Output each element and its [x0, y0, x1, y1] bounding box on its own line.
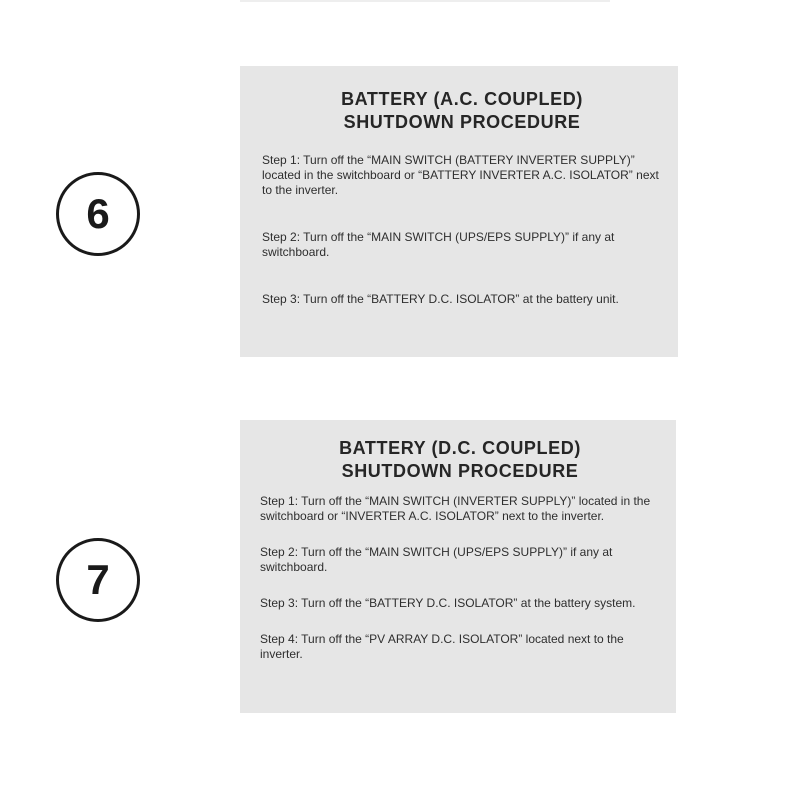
section-6-title-line1: BATTERY (A.C. COUPLED) — [341, 89, 583, 109]
section-6-step-3: Step 3: Turn off the “BATTERY D.C. ISOLATOR” at the battery unit. — [262, 292, 619, 306]
section-6-number: 6 — [86, 190, 110, 237]
section-7-title — [260, 437, 660, 483]
section-6-steps — [262, 153, 662, 307]
battery-dc-coupled-shutdown-label — [240, 420, 676, 713]
section-7-step-4: Step 4: Turn off the “PV ARRAY D.C. ISOLATOR” located next to the inverter. — [260, 632, 624, 661]
section-7-step-2: Step 2: Turn off the “MAIN SWITCH (UPS/EPS SUPPLY)” if any at switchboard. — [260, 545, 613, 574]
section-7-title-line1: BATTERY (D.C. COUPLED) — [339, 438, 581, 458]
section-7-step-1: Step 1: Turn off the “MAIN SWITCH (INVERTER SUPPLY)” located in the switchboard or “INVERTER A.C. ISOLATOR” next to the inverter. — [260, 494, 651, 523]
top-divider — [240, 0, 610, 2]
battery-ac-coupled-shutdown-label — [240, 66, 678, 357]
section-6-number-badge — [56, 172, 140, 256]
section-7-steps — [260, 494, 660, 662]
section-7-title-line2: SHUTDOWN PROCEDURE — [341, 461, 579, 481]
section-7-number: 7 — [86, 556, 110, 603]
section-7-number-badge — [56, 538, 140, 622]
section-6-title — [262, 88, 662, 134]
section-6-title-line2: SHUTDOWN PROCEDURE — [343, 112, 581, 132]
section-6-step-2: Step 2: Turn off the “MAIN SWITCH (UPS/EPS SUPPLY)” if any at switchboard. — [262, 230, 615, 259]
section-6-step-1: Step 1: Turn off the “MAIN SWITCH (BATTERY INVERTER SUPPLY)” located in the switchboard or “BATTERY INVERTER A.C. ISOLATOR” next to the inverter. — [262, 153, 659, 197]
section-7-step-3: Step 3: Turn off the “BATTERY D.C. ISOLATOR” at the battery system. — [260, 596, 636, 610]
